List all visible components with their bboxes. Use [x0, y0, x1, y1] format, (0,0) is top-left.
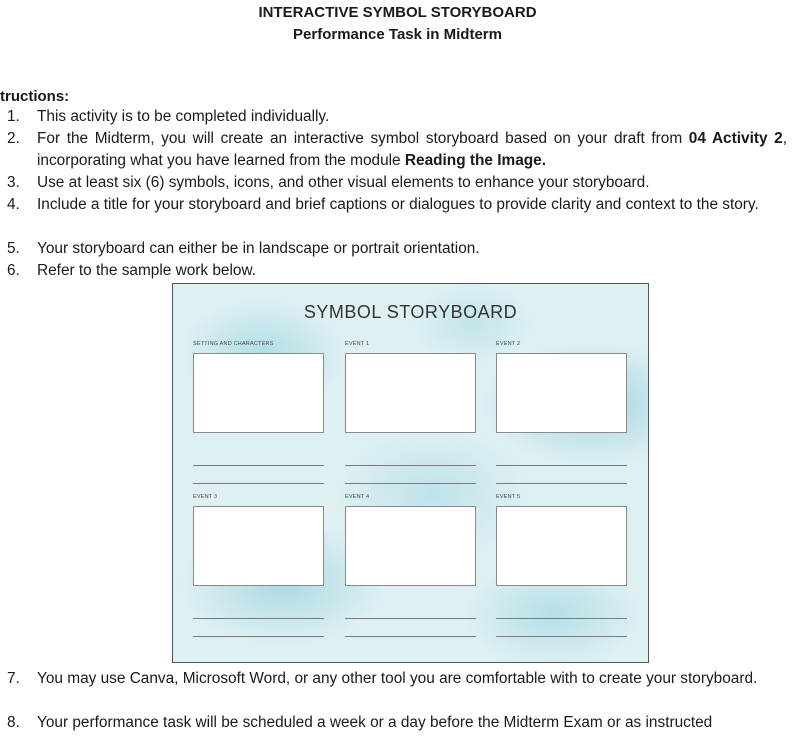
item-text [37, 128, 787, 172]
caption-line [345, 465, 476, 466]
item-text: Refer to the sample work below. [37, 262, 256, 279]
caption-line [345, 483, 476, 484]
item-text: Use at least six (6) symbols, icons, and other visual elements to enhance your storyboard. [37, 174, 650, 191]
item-number: 3. [7, 174, 20, 191]
storyboard-panel [496, 506, 627, 586]
panel-label: EVENT 2 [496, 341, 521, 347]
item-text-part: For the Midterm, you will create an interactive symbol storyboard based on your draft from [37, 130, 689, 147]
panel-label: EVENT 3 [193, 494, 218, 500]
item-text: Your performance task will be scheduled a week or a day before the Midterm Exam or as instructed [37, 714, 713, 731]
storyboard-panel [345, 506, 476, 586]
caption-line [496, 618, 627, 619]
caption-line [496, 465, 627, 466]
activity-reference: 04 Activity 2 [688, 130, 783, 147]
document-subtitle: Performance Task in Midterm [293, 26, 502, 43]
item-text: You may use Canva, Microsoft Word, or any other tool you are comfortable with to create your storyboard. [37, 670, 758, 687]
item-number: 5. [7, 240, 20, 257]
caption-line [193, 618, 324, 619]
storyboard-panel [345, 353, 476, 433]
item-text: Your storyboard can either be in landscape or portrait orientation. [37, 240, 480, 257]
instructions-heading: tructions: [0, 88, 70, 105]
panel-label: SETTING AND CHARACTERS [193, 341, 274, 347]
caption-line [193, 483, 324, 484]
caption-line [345, 636, 476, 637]
panel-label: EVENT 5 [496, 494, 521, 500]
item-number: 2. [7, 130, 20, 147]
item-text-part: , incorporating what you have learned from the module [37, 130, 787, 169]
item-text: This activity is to be completed individually. [37, 108, 330, 125]
caption-line [193, 465, 324, 466]
caption-line [345, 618, 476, 619]
document-title: INTERACTIVE SYMBOL STORYBOARD [258, 4, 537, 21]
caption-line [496, 483, 627, 484]
item-number: 1. [7, 108, 20, 125]
storyboard-panel [496, 353, 627, 433]
module-reference: Reading the Image. [404, 152, 546, 169]
panel-label: EVENT 1 [345, 341, 370, 347]
caption-line [496, 636, 627, 637]
item-number: 6. [7, 262, 20, 279]
storyboard-title: SYMBOL STORYBOARD [303, 302, 518, 322]
storyboard-panel [193, 353, 324, 433]
item-number: 7. [7, 670, 20, 687]
item-number: 8. [7, 714, 20, 731]
item-number: 4. [7, 196, 20, 213]
caption-line [193, 636, 324, 637]
sample-storyboard-image [172, 283, 649, 663]
storyboard-panel [193, 506, 324, 586]
item-text: Include a title for your storyboard and brief captions or dialogues to provide clarity and context to the story. [37, 196, 759, 213]
panel-label: EVENT 4 [345, 494, 370, 500]
